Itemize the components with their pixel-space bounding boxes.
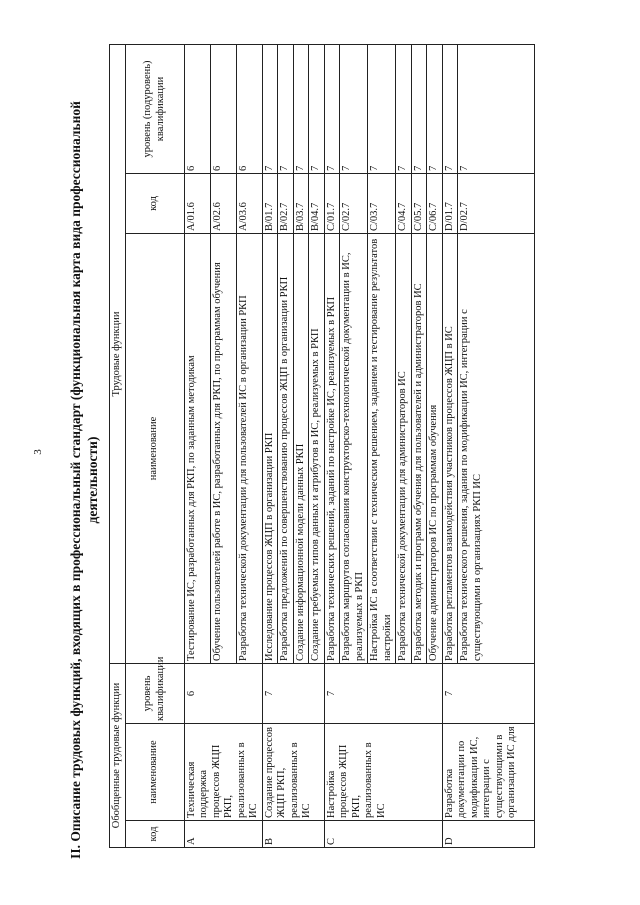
function-code: B/03.7 xyxy=(293,173,309,233)
function-level: 7 xyxy=(309,44,325,173)
table-body xyxy=(184,44,535,847)
function-name: Настройка ИС в соответствии с техническим решением, заданием и тестирование результатов настройки xyxy=(368,233,396,663)
table-row xyxy=(324,44,340,847)
function-code: A/02.6 xyxy=(210,173,236,233)
header-row-sub xyxy=(125,44,184,847)
function-level: 7 xyxy=(458,44,535,173)
function-code: C/04.7 xyxy=(396,173,412,233)
function-level: 7 xyxy=(262,44,278,173)
header-level-labor: уровень (подуровень) квалификации xyxy=(125,44,184,173)
table-row xyxy=(184,44,210,847)
header-row-top xyxy=(110,44,126,847)
function-level: 7 xyxy=(293,44,309,173)
function-name: Разработка технического решения, задания по модификации ИС, интеграции с существующими в организациях РКП ИС xyxy=(458,233,535,663)
function-name: Разработка регламентов взаимодействия участников процессов ЖЦП в ИС xyxy=(442,233,458,663)
function-code: D/01.7 xyxy=(442,173,458,233)
header-name-labor: наименование xyxy=(125,233,184,663)
function-code: C/01.7 xyxy=(324,173,340,233)
function-code: B/04.7 xyxy=(309,173,325,233)
function-code: D/02.7 xyxy=(458,173,535,233)
function-level: 7 xyxy=(368,44,396,173)
function-name: Тестирование ИС, разработанных для РКП, по заданным методикам xyxy=(184,233,210,663)
header-level-generalized: уровень квалификации xyxy=(125,663,184,723)
function-name: Разработка маршрутов согласования конструкторско-технологической документации в ИС, реализуемых в РКП xyxy=(340,233,368,663)
function-code: C/02.7 xyxy=(340,173,368,233)
header-generalized-functions: Обобщенные трудовые функции xyxy=(110,663,126,847)
function-level: 6 xyxy=(236,44,262,173)
header-code: код xyxy=(125,821,184,848)
function-name: Разработка методик и программ обучения для пользователей и администраторов ИС xyxy=(411,233,427,663)
group-level: 7 xyxy=(262,663,324,723)
group-level: 7 xyxy=(442,663,535,723)
function-level: 7 xyxy=(340,44,368,173)
function-name: Исследование процессов ЖЦП в организации РКП xyxy=(262,233,278,663)
function-code: A/03.6 xyxy=(236,173,262,233)
group-name: Создание процессов ЖЦП РКП, реализованных в ИС xyxy=(262,724,324,821)
group-level: 6 xyxy=(184,663,262,723)
function-code: C/05.7 xyxy=(411,173,427,233)
group-name: Техническая поддержка процессов ЖЦП РКП, реализованных в ИС xyxy=(184,724,262,821)
function-name: Создание информационной модели данных РКП xyxy=(293,233,309,663)
table-row xyxy=(262,44,278,847)
function-code: B/01.7 xyxy=(262,173,278,233)
function-code: C/06.7 xyxy=(427,173,443,233)
function-level: 7 xyxy=(396,44,412,173)
group-name: Настройка процессов ЖЦП РКП, реализованных в ИС xyxy=(324,724,442,821)
header-labor-functions: Трудовые функции xyxy=(110,44,126,663)
function-level: 6 xyxy=(210,44,236,173)
group-code: A xyxy=(184,821,262,848)
group-name: Разработка документации по модификации ИС, интеграции с существующими в организации ИС для xyxy=(442,724,535,821)
function-code: C/03.7 xyxy=(368,173,396,233)
function-level: 7 xyxy=(442,44,458,173)
header-name: наименование xyxy=(125,724,184,821)
page-number: 3 xyxy=(32,449,44,455)
function-level: 7 xyxy=(278,44,294,173)
functional-map-table-wrapper xyxy=(109,45,623,848)
function-name: Разработка технической документации для администраторов ИС xyxy=(396,233,412,663)
group-code: B xyxy=(262,821,324,848)
function-level: 7 xyxy=(324,44,340,173)
function-level: 6 xyxy=(184,44,210,173)
function-code: A/01.6 xyxy=(184,173,210,233)
function-name: Разработка предложений по совершенствованию процессов ЖЦП в организации РКП xyxy=(278,233,294,663)
functional-map-table xyxy=(109,44,535,848)
group-code: C xyxy=(324,821,442,848)
function-level: 7 xyxy=(411,44,427,173)
function-name: Обучение администраторов ИС по программам обучения xyxy=(427,233,443,663)
function-code: B/02.7 xyxy=(278,173,294,233)
function-name: Разработка технических решений, заданий по настройке ИС, реализуемых в РКП xyxy=(324,233,340,663)
table-row xyxy=(442,44,458,847)
function-name: Разработка технической документации для пользователей ИС в организации РКП xyxy=(236,233,262,663)
section-heading: II. Описание трудовых функций, входящих в профессиональный стандарт (функциональная карта вида профессиональной деятельности) xyxy=(68,101,100,859)
group-code: D xyxy=(442,821,535,848)
function-name: Создание требуемых типов данных и атрибутов в ИС, реализуемых в РКП xyxy=(309,233,325,663)
header-code-labor: код xyxy=(125,173,184,233)
group-level: 7 xyxy=(324,663,442,723)
function-name: Обучение пользователей работе в ИС, разработанных для РКП, по программам обучения xyxy=(210,233,236,663)
function-level: 7 xyxy=(427,44,443,173)
